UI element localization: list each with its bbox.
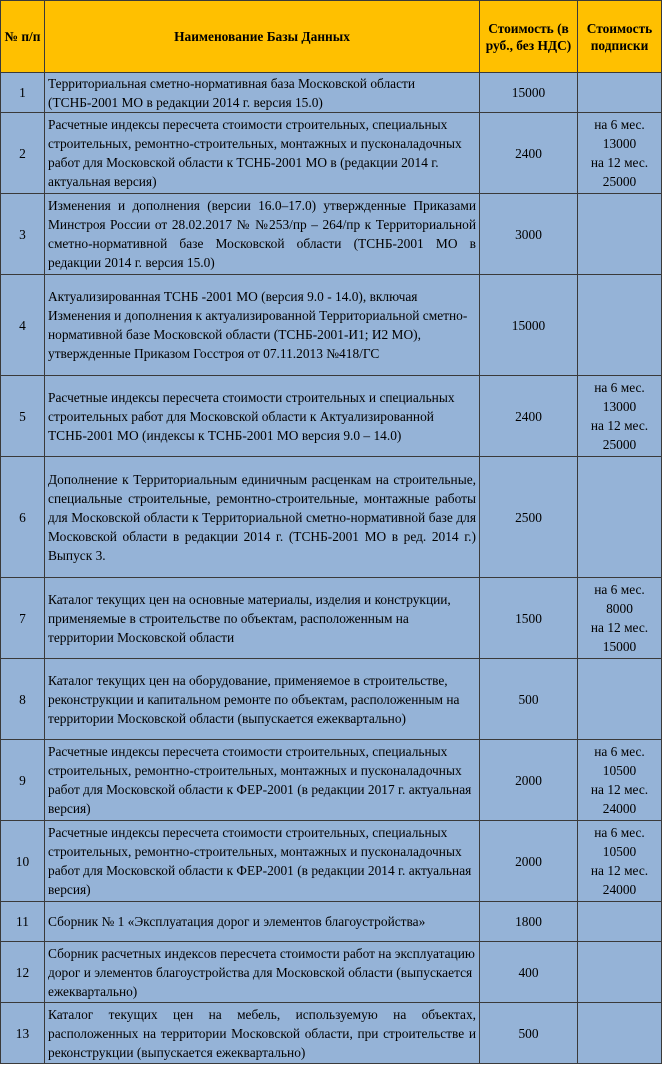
row-price: 2400 bbox=[480, 113, 578, 194]
row-num: 5 bbox=[1, 376, 45, 457]
row-num: 11 bbox=[1, 902, 45, 942]
subscription-6m-price: 10500 bbox=[602, 763, 637, 778]
table-row bbox=[1, 942, 662, 1003]
row-price: 3000 bbox=[480, 194, 578, 275]
row-name: Каталог текущих цен на основные материалы, изделия и конструкции, применяемые в строительстве по объектам, расположенным на территории Московской области bbox=[45, 578, 480, 659]
row-price: 2000 bbox=[480, 821, 578, 902]
row-price: 1500 bbox=[480, 578, 578, 659]
row-price: 2000 bbox=[480, 740, 578, 821]
row-price: 500 bbox=[480, 659, 578, 740]
row-num: 1 bbox=[1, 73, 45, 113]
subscription-6m-label: на 6 мес. bbox=[594, 117, 645, 132]
table-row bbox=[1, 194, 662, 275]
header-num: № п/п bbox=[1, 1, 45, 73]
subscription-12m-label: на 12 мес. bbox=[590, 620, 649, 635]
row-price: 15000 bbox=[480, 275, 578, 376]
subscription-6m-price: 10500 bbox=[602, 844, 637, 859]
table-row bbox=[1, 821, 662, 902]
row-subscription bbox=[578, 73, 662, 113]
subscription-6m-price: 8000 bbox=[606, 601, 633, 616]
table-row bbox=[1, 578, 662, 659]
row-subscription bbox=[578, 1003, 662, 1064]
row-num: 10 bbox=[1, 821, 45, 902]
row-subscription bbox=[578, 457, 662, 578]
subscription-6m-price: 13000 bbox=[602, 136, 637, 151]
row-subscription bbox=[578, 821, 662, 902]
row-name: Расчетные индексы пересчета стоимости строительных, специальных строительных, ремонтно-строительных, монтажных и пусконаладочных работ для Московской области к ТСНБ-2001 МО в (редакции 2014 г. актуальная версия) bbox=[45, 113, 480, 194]
table-row bbox=[1, 113, 662, 194]
subscription-12m-label: на 12 мес. bbox=[590, 782, 649, 797]
header-name: Наименование Базы Данных bbox=[45, 1, 480, 73]
row-name: Каталог текущих цен на оборудование, применяемое в строительстве, реконструкции и капитальном ремонте по объектам, расположенным на территории Московской области (выпускается ежеквартально) bbox=[45, 659, 480, 740]
subscription-12m-price: 15000 bbox=[602, 639, 637, 654]
subscription-12m-price: 24000 bbox=[602, 882, 637, 897]
subscription-6m-label: на 6 мес. bbox=[594, 744, 645, 759]
header-row bbox=[1, 1, 662, 73]
row-subscription bbox=[578, 740, 662, 821]
row-price: 15000 bbox=[480, 73, 578, 113]
table-row bbox=[1, 457, 662, 578]
subscription-6m-price: 13000 bbox=[602, 399, 637, 414]
row-subscription bbox=[578, 942, 662, 1003]
table-row bbox=[1, 376, 662, 457]
row-name: Каталог текущих цен на мебель, используемую на объектах, расположенных на территории Московской области, при строительстве и реконструкции (выпускается ежеквартально) bbox=[45, 1003, 480, 1064]
subscription-6m-label: на 6 мес. bbox=[594, 380, 645, 395]
row-subscription bbox=[578, 659, 662, 740]
subscription-12m-label: на 12 мес. bbox=[590, 155, 649, 170]
subscription-12m-label: на 12 мес. bbox=[590, 418, 649, 433]
row-num: 2 bbox=[1, 113, 45, 194]
row-subscription bbox=[578, 275, 662, 376]
row-price: 1800 bbox=[480, 902, 578, 942]
table-row bbox=[1, 740, 662, 821]
row-num: 4 bbox=[1, 275, 45, 376]
row-num: 6 bbox=[1, 457, 45, 578]
row-num: 12 bbox=[1, 942, 45, 1003]
row-num: 9 bbox=[1, 740, 45, 821]
subscription-12m-price: 25000 bbox=[602, 174, 637, 189]
row-subscription bbox=[578, 376, 662, 457]
row-price: 500 bbox=[480, 1003, 578, 1064]
row-name: Дополнение к Территориальным единичным расценкам на строительные, специальные строительные, ремонтно-строительные, монтажные работы для Московской области к Территориальной сметно-нормативной базе для Московской области в редакции 2014 г. (ТСНБ-2001 МО в ред. 2014 г.) Выпуск 3. bbox=[45, 457, 480, 578]
row-subscription bbox=[578, 902, 662, 942]
row-num: 8 bbox=[1, 659, 45, 740]
subscription-12m-price: 25000 bbox=[602, 437, 637, 452]
row-name: Территориальная сметно-нормативная база Московской области (ТСНБ-2001 МО в редакции 2014 г. версия 15.0) bbox=[45, 73, 480, 113]
row-name: Сборник № 1 «Эксплуатация дорог и элементов благоустройства» bbox=[45, 902, 480, 942]
table-row bbox=[1, 902, 662, 942]
row-num: 13 bbox=[1, 1003, 45, 1064]
row-num: 3 bbox=[1, 194, 45, 275]
row-name: Расчетные индексы пересчета стоимости строительных, специальных строительных, ремонтно-строительных, монтажных и пусконаладочных работ для Московской области к ФЕР-2001 (в редакции 2017 г. актуальная версия) bbox=[45, 740, 480, 821]
row-subscription bbox=[578, 113, 662, 194]
subscription-12m-label: на 12 мес. bbox=[590, 863, 649, 878]
row-name: Изменения и дополнения (версии 16.0–17.0) утвержденные Приказами Минстроя России от 28.02.2017 № №253/пр – 264/пр к Территориальной сметно-нормативной базе Московской области (ТСНБ-2001 МО в редакции 2014 г. версия 15.0) bbox=[45, 194, 480, 275]
subscription-6m-label: на 6 мес. bbox=[594, 582, 645, 597]
row-name: Расчетные индексы пересчета стоимости строительных, специальных строительных, ремонтно-строительных, монтажных и пусконаладочных работ для Московской области к ФЕР-2001 (в редакции 2014 г. актуальная версия) bbox=[45, 821, 480, 902]
table-row bbox=[1, 1003, 662, 1064]
subscription-6m-label: на 6 мес. bbox=[594, 825, 645, 840]
header-price: Стоимость (в руб., без НДС) bbox=[480, 1, 578, 73]
row-price: 2500 bbox=[480, 457, 578, 578]
header-subscription: Стоимость подписки bbox=[578, 1, 662, 73]
table-row bbox=[1, 275, 662, 376]
table-row bbox=[1, 73, 662, 113]
table-row bbox=[1, 659, 662, 740]
row-name: Расчетные индексы пересчета стоимости строительных и специальных строительных работ для Московской области к Актуализированной ТСНБ-2001 МО (индексы к ТСНБ-2001 МО версия 9.0 – 14.0) bbox=[45, 376, 480, 457]
row-subscription bbox=[578, 578, 662, 659]
row-price: 2400 bbox=[480, 376, 578, 457]
subscription-12m-price: 24000 bbox=[602, 801, 637, 816]
row-name: Сборник расчетных индексов пересчета стоимости работ на эксплуатацию дорог и элементов благоустройства для Московской области (выпускается ежеквартально) bbox=[45, 942, 480, 1003]
row-name: Актуализированная ТСНБ -2001 МО (версия 9.0 - 14.0), включая Изменения и дополнения к актуализированной Территориальной сметно-нормативной базе Московской области (ТСНБ-2001-И1; И2 МО), утвержденные Приказом Госстроя от 07.11.2013 №418/ГС bbox=[45, 275, 480, 376]
row-price: 400 bbox=[480, 942, 578, 1003]
row-num: 7 bbox=[1, 578, 45, 659]
row-subscription bbox=[578, 194, 662, 275]
